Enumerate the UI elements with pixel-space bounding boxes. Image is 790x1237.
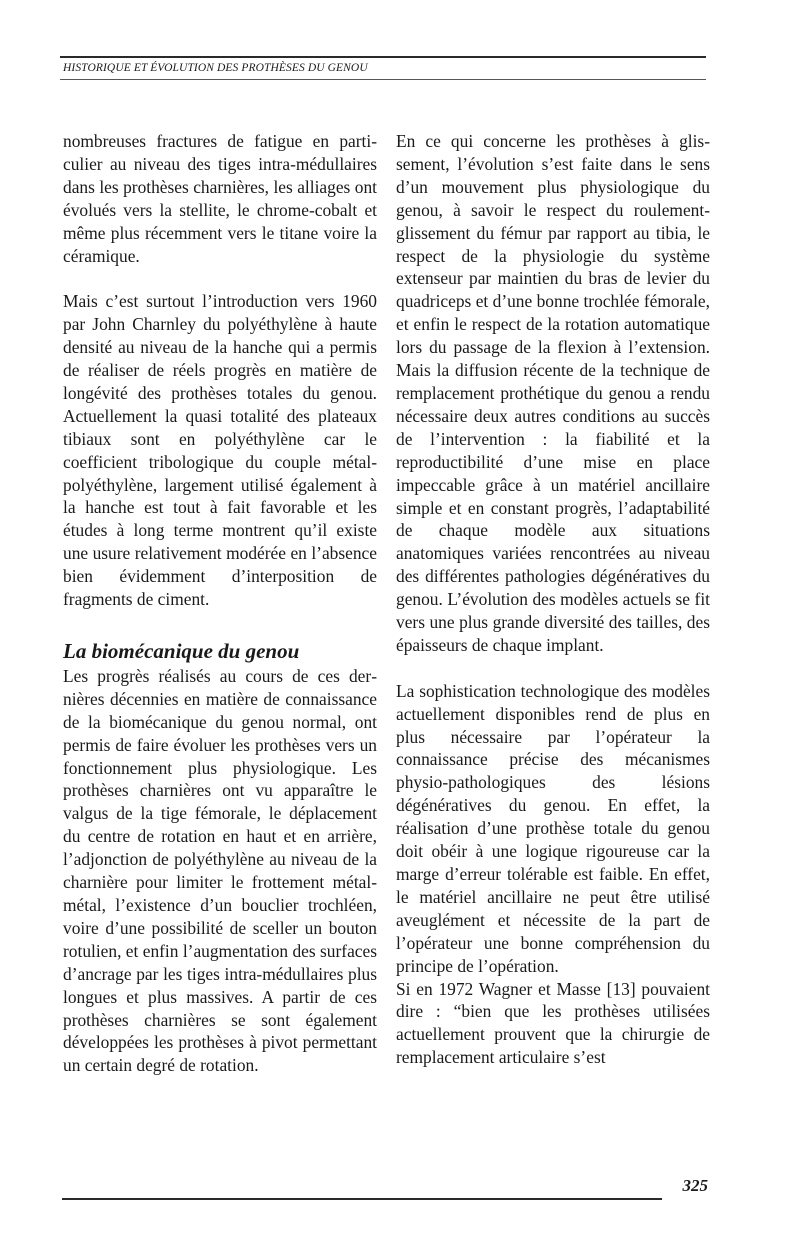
paragraph-glissement: En ce qui concerne les prothèses à glissement, l’évolution s’est faite dans le sens d’un mouvement plus physiologique du genou, à savoir le respect du roulement-glissement du fémur par rapport au tibia, le respect de la physiologie du système extenseur par maintien du bras de levier du quadriceps et d’une bonne trochlée fémorale, et enfin le respect de la rotation automatique lors du passage de la flexion à l’extension. Mais la diffusion récente de la technique de remplacement prothétique du genou a rendu nécessaire deux autres conditions au succès de l’intervention : la fiabilité et la reproductibilité d’une mise en place impeccable grâce à un matériel ancillaire simple et en constant progrès, l’adaptabilité de chaque modèle aux situations anatomiques variées rencontrées au niveau des différentes pathologies dégénératives du genou. L’évolution des modèles actuels se fit vers une plus grande diversité des tailles, des épaisseurs de chaque implant.: [396, 131, 710, 655]
header-rule: [60, 79, 706, 80]
top-rule: [60, 56, 706, 58]
right-column: [396, 130, 710, 1069]
paragraph-fractures: nombreuses fractures de fatigue en particulier au niveau des tiges intra-médullaires dans les prothèses charnières, les alliages ont évolués vers la stellite, le chrome-cobalt et même plus récemment vers le titane voire la céramique.: [63, 131, 377, 266]
paragraph-sophistication: La sophistication technologique des modèles actuellement disponibles rend de plus en plus nécessaire par l’opérateur la connaissance précise des mécanismes physio-pathologiques des lésions dégénératives du genou. En effet, la réalisation d’une prothèse totale du genou doit obéir à une logique rigoureuse car la marge d’erreur tolérable est faible. En effet, le matériel ancillaire ne peut être utilisé aveuglément et nécessite de la part de l’opérateur une bonne compréhension du principe de l’opération.: [396, 680, 710, 976]
paragraph-charnley: Mais c’est surtout l’introduction vers 1960 par John Charnley du polyéthylène à haute densité au niveau de la hanche qui a permis de réaliser de réels progrès en matière de longévité des prothèses totales du genou. Actuellement la quasi totalité des plateaux tibiaux sont en polyéthylène car le coefficient tribologique du couple métal-polyéthylène, largement utilisé également à la hanche est tout à fait favorable et les études à long terme montrent qu’il existe une usure relativement modérée en l’absence bien évidemment d’interposition de fragments de ciment.: [63, 291, 377, 610]
running-header: HISTORIQUE ET ÉVOLUTION DES PROTHÈSES DU GENOU: [63, 62, 368, 74]
page-number: 325: [682, 1176, 708, 1195]
footer-rule: [62, 1198, 662, 1200]
paragraph-wagner-masse: Si en 1972 Wagner et Masse [13] pouvaient dire : “bien que les prothèses utilisées actuellement prouvent que la chirurgie de remplacement articulaire s’est: [396, 978, 710, 1068]
paragraph-progres: Les progrès réalisés au cours de ces dernières décennies en matière de connaissance de la biomécanique du genou normal, ont permis de faire évoluer les prothèses vers un fonctionnement plus physiologique. Les prothèses charnières ont vu apparaître le valgus de la tige fémorale, le déplacement du centre de rotation en haut et en arrière, l’adjonction de polyéthylène au niveau de la charnière pour limiter le frottement métal-métal, l’existence d’un bouclier trochléen, voire d’une possibilité de sceller un bouton rotulien, et enfin l’augmentation des surfaces d’ancrage par les tiges intra-médullaires plus longues et plus massives. A partir de ces prothèses charnières se sont également développées les prothèses à pivot permettant un certain degré de rotation.: [63, 665, 377, 1076]
section-title-biomecanique: La biomécanique du genou: [63, 638, 300, 663]
left-column: [63, 130, 377, 1077]
